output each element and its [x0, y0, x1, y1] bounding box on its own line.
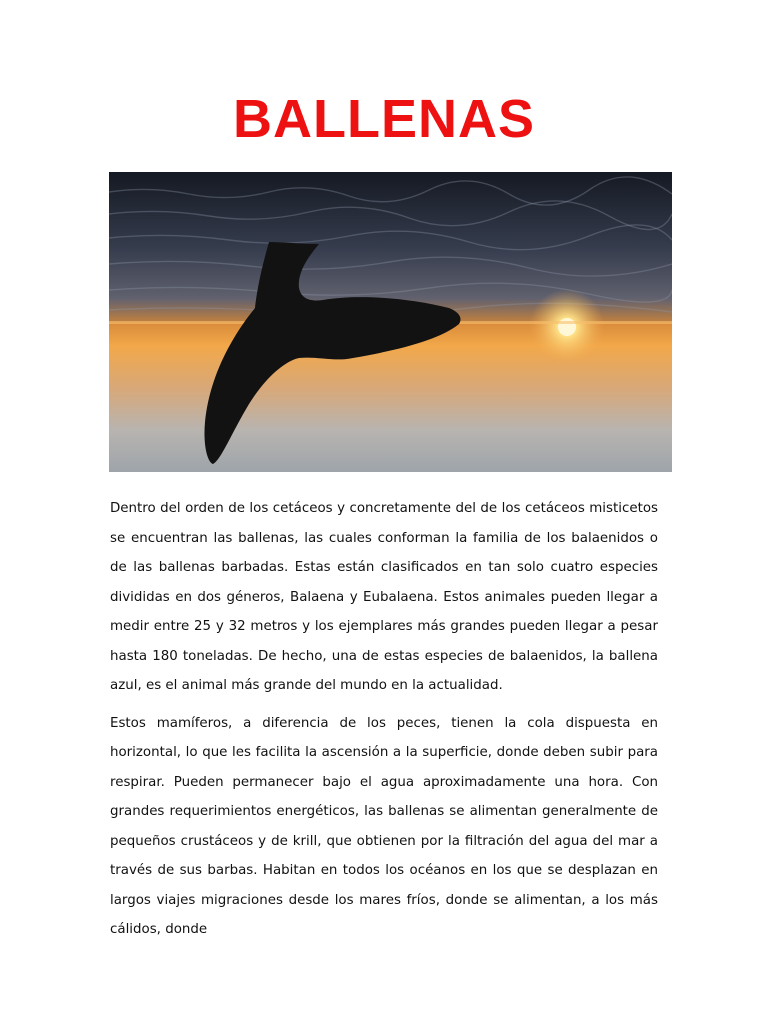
page-title: BALLENAS: [233, 89, 535, 149]
paragraph-2: Estos mamíferos, a diferencia de los peces, tienen la cola dispuesta en horizontal, lo que les facilita la ascensión a la superficie, donde deben subir para respirar. Pueden permanecer bajo el agua aproximadamente una hora. Con grandes requerimientos energéticos, las ballenas se alimentan generalmente de pequeños crustáceos y de krill, que obtienen por la filtración del agua del mar a través de sus barbas. Habitan en todos los océanos en los que se desplazan en largos viajes migraciones desde los mares fríos, donde se alimentan, a los más cálidos, donde: [110, 715, 658, 937]
whale-tail-photo: [109, 172, 672, 472]
article-body: [110, 494, 658, 953]
paragraph-1: Dentro del orden de los cetáceos y concretamente del de los cetáceos misticetos se encuentran las ballenas, las cuales conforman la familia de los balaenidos o de las ballenas barbadas. Estas están clasificados en tan solo cuatro especies divididas en dos géneros, Balaena y Eubalaena. Estos animales pueden llegar a medir entre 25 y 32 metros y los ejemplares más grandes pueden llegar a pesar hasta 180 toneladas. De hecho, una de estas especies de balaenidos, la ballena azul, es el animal más grande del mundo en la actualidad.: [110, 501, 658, 693]
